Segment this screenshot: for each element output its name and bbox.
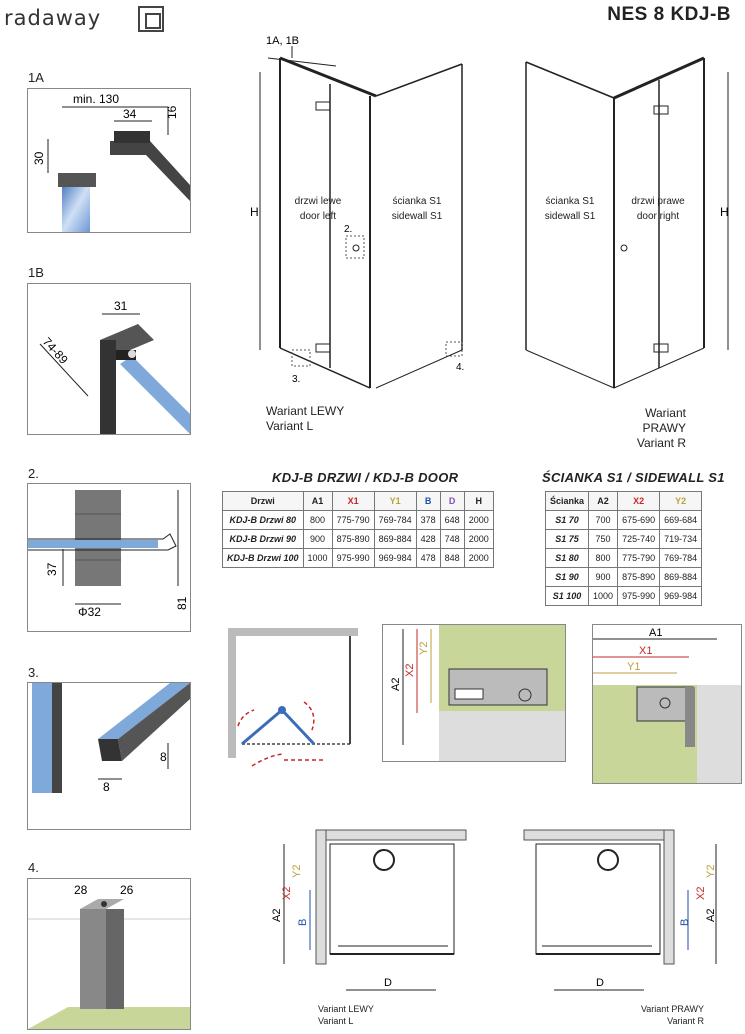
sidewall_table-cell: S1 75	[546, 530, 589, 549]
door_table-cell: 875-890	[332, 530, 374, 549]
sidewall_table-cell: 975-990	[618, 587, 660, 606]
door-table-title: KDJ-B DRZWI / KDJ-B DOOR	[272, 470, 459, 485]
sidewall_table-cell: 669-684	[660, 511, 702, 530]
plan-right-x2: X2	[695, 886, 707, 900]
door_table-header: X1	[332, 492, 374, 511]
door_table-cell: 2000	[464, 549, 493, 568]
sidewall_table-cell: 1000	[589, 587, 618, 606]
sidewall_table-cell: 875-890	[618, 568, 660, 587]
sidewall-table	[545, 491, 702, 606]
sidewall-table-title: ŚCIANKA S1 / SIDEWALL S1	[542, 470, 725, 485]
dim-30: 30	[32, 151, 46, 165]
detail-4-label: 4.	[28, 860, 39, 875]
door_table-header: H	[464, 492, 493, 511]
brand-logo: radaway	[4, 6, 102, 30]
dim-74-89: 74-89	[39, 334, 71, 367]
dim-h-right: H	[720, 205, 729, 219]
door-swing-plan	[228, 628, 360, 783]
plan-left-y2: Y2	[291, 864, 303, 878]
sidewall_table-cell: 700	[589, 511, 618, 530]
door_table-cell: 975-990	[332, 549, 374, 568]
door_table-cell: 1000	[303, 549, 332, 568]
sidewall_table-cell: 969-984	[660, 587, 702, 606]
dim-h-left: H	[250, 205, 259, 219]
door_table-cell: 478	[416, 549, 440, 568]
sidewall_table-cell: S1 90	[546, 568, 589, 587]
plan-left-a2: A2	[271, 908, 283, 922]
dim-diameter-32: Φ32	[78, 605, 101, 619]
plan-right-variant	[524, 830, 724, 1005]
detail-1a-drawing	[28, 89, 190, 232]
door_table-cell: 2000	[464, 530, 493, 549]
sidewall_table-cell: 675-690	[618, 511, 660, 530]
door_table-cell: 2000	[464, 511, 493, 530]
dim-37: 37	[45, 562, 59, 576]
sidewall_table-cell: 900	[589, 568, 618, 587]
left-door-label: drzwi lewe door left	[294, 196, 342, 222]
sidewall_table-cell: S1 80	[546, 549, 589, 568]
door_table-cell: 969-984	[374, 549, 416, 568]
sidewall_table-row	[546, 568, 702, 587]
sidewall_table-row	[546, 587, 702, 606]
brand-logo-mark	[138, 6, 164, 32]
ref-4: 4.	[456, 362, 465, 373]
dim-31: 31	[114, 299, 128, 313]
dim-8-height: 8	[160, 750, 167, 764]
sidewall_table-row	[546, 530, 702, 549]
dim-x1: X1	[639, 645, 653, 657]
detail-3-drawing	[28, 683, 190, 829]
door-profile-panel	[592, 624, 742, 784]
ref-1a-1b: 1A, 1B	[266, 35, 300, 47]
door-table	[222, 491, 494, 568]
door_table-row	[223, 511, 494, 530]
left-variant-caption: Wariant LEWY Variant L	[266, 404, 345, 433]
left-variant-drawing	[240, 32, 480, 417]
door_table-cell: 800	[303, 511, 332, 530]
wall-profile-panel	[382, 624, 566, 762]
dim-81: 81	[175, 596, 189, 610]
door_table-cell: 769-784	[374, 511, 416, 530]
sidewall_table-header: X2	[618, 492, 660, 511]
detail-1b-label: 1B	[28, 265, 44, 280]
sidewall_table-cell: 769-784	[660, 549, 702, 568]
dim-8-width: 8	[103, 780, 110, 794]
detail-2-label: 2.	[28, 466, 39, 481]
dim-a2: A2	[390, 677, 402, 691]
sidewall_table-header: Y2	[660, 492, 702, 511]
door_table-cell: 775-790	[332, 511, 374, 530]
right-wall-label: ścianka S1 sidewall S1	[544, 196, 596, 222]
detail-1b-panel	[27, 283, 191, 435]
sidewall_table-row	[546, 511, 702, 530]
left-wall-label: ścianka S1 sidewall S1	[391, 196, 443, 222]
door_table-cell: KDJ-B Drzwi 80	[223, 511, 304, 530]
door_table-cell: 900	[303, 530, 332, 549]
right-door-label: drzwi prawe door right	[631, 196, 685, 222]
dim-y1: Y1	[627, 661, 641, 673]
door_table-header: A1	[303, 492, 332, 511]
sidewall_table-cell: 869-884	[660, 568, 702, 587]
detail-1a-panel	[27, 88, 191, 233]
plan-left-b: B	[297, 918, 309, 926]
door_table-cell: 869-884	[374, 530, 416, 549]
model-title: NES 8 KDJ-B	[607, 4, 731, 25]
detail-3-panel	[27, 682, 191, 830]
sidewall_table-cell: 725-740	[618, 530, 660, 549]
door_table-row	[223, 549, 494, 568]
dim-28: 28	[74, 883, 88, 897]
sidewall_table-cell: S1 70	[546, 511, 589, 530]
door_table-header: Y1	[374, 492, 416, 511]
dim-min130: min. 130	[73, 92, 120, 106]
right-variant-drawing	[514, 32, 744, 417]
plan-right-y2: Y2	[705, 864, 717, 878]
ref-3: 3.	[292, 374, 301, 385]
plan-right-b: B	[679, 918, 691, 926]
sidewall_table-row	[546, 549, 702, 568]
right-variant-caption: Wariant PRAWY Variant R	[636, 406, 686, 450]
detail-2-drawing	[28, 484, 190, 631]
detail-2-panel	[27, 483, 191, 632]
detail-4-drawing	[28, 879, 190, 1029]
sidewall_table-cell: 750	[589, 530, 618, 549]
plan-right-d: D	[596, 977, 604, 989]
dim-26: 26	[120, 883, 134, 897]
door_table-cell: KDJ-B Drzwi 100	[223, 549, 304, 568]
door_table-cell: 428	[416, 530, 440, 549]
door_table-cell: 748	[440, 530, 464, 549]
ref-2: 2.	[344, 224, 353, 235]
sidewall_table-cell: 719-734	[660, 530, 702, 549]
door_table-header: D	[440, 492, 464, 511]
dim-34: 34	[123, 107, 137, 121]
plan-left-x2: X2	[281, 886, 293, 900]
dim-x2: X2	[404, 663, 416, 677]
dim-a1: A1	[649, 627, 663, 639]
door_table-header: B	[416, 492, 440, 511]
door_table-cell: 378	[416, 511, 440, 530]
door_table-cell: 848	[440, 549, 464, 568]
sidewall_table-cell: 800	[589, 549, 618, 568]
sidewall_table-cell: 775-790	[618, 549, 660, 568]
detail-1a-label: 1A	[28, 70, 44, 85]
plan-left-d: D	[384, 977, 392, 989]
door_table-row	[223, 530, 494, 549]
door_table-cell: 648	[440, 511, 464, 530]
detail-4-panel	[27, 878, 191, 1030]
sidewall_table-header: Ścianka	[546, 492, 589, 511]
detail-1b-drawing	[28, 284, 190, 434]
door_table-header: Drzwi	[223, 492, 304, 511]
sidewall_table-header: A2	[589, 492, 618, 511]
door_table-cell: KDJ-B Drzwi 90	[223, 530, 304, 549]
plan-right-a2: A2	[705, 908, 717, 922]
dim-y2: Y2	[418, 641, 430, 655]
sidewall_table-cell: S1 100	[546, 587, 589, 606]
dim-16: 16	[165, 105, 179, 119]
plan-right-caption: Variant PRAWY Variant R	[640, 1004, 704, 1026]
plan-left-variant	[271, 830, 476, 1005]
detail-3-label: 3.	[28, 665, 39, 680]
plan-left-caption: Variant LEWY Variant L	[318, 1004, 374, 1026]
